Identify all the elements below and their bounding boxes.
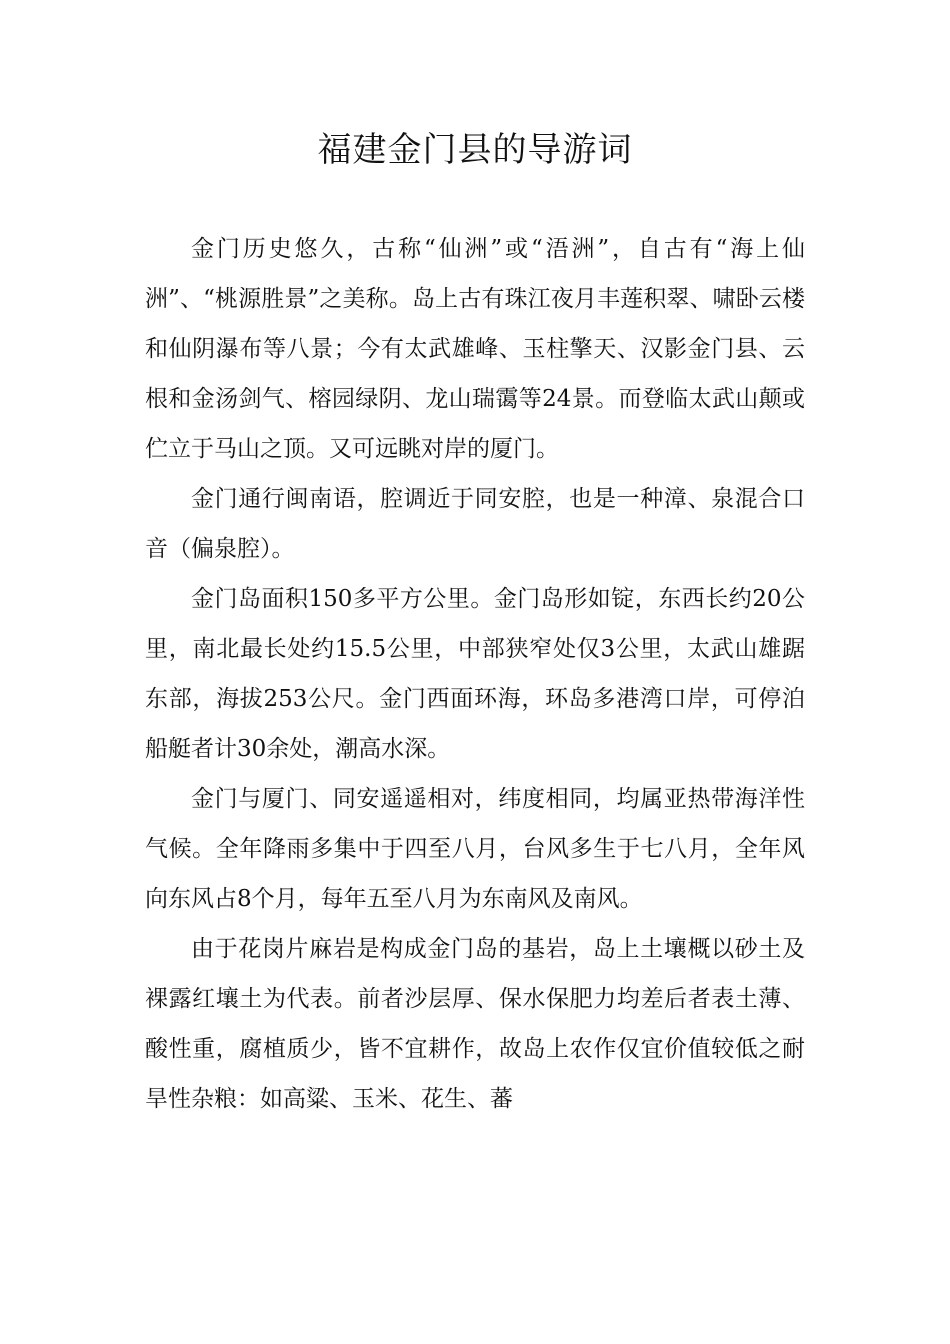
paragraph: 金门历史悠久，古称“仙洲”或“浯洲”，自古有“海上仙洲”、“桃源胜景”之美称。岛上古有珠江夜月丰莲积翠、啸卧云楼和仙阴瀑布等八景；今有太武雄峰、玉柱擎天、汉影金门县、云根和金汤剑气、榕园绿阴、龙山瑞霭等24景。而登临太武山颠或伫立于马山之顶。又可远眺对岸的厦门。 [145, 236, 805, 462]
document-body [145, 224, 805, 1124]
document-title: 福建金门县的导游词 [317, 130, 633, 170]
paragraph: 由于花岗片麻岩是构成金门岛的基岩，岛上土壤概以砂土及裸露红壤土为代表。前者沙层厚、保水保肥力均差后者表土薄、酸性重，腐植质少，皆不宜耕作，故岛上农作仅宜价值较低之耐旱性杂粮：如高粱、玉米、花生、蕃 [145, 936, 805, 1112]
paragraph: 金门与厦门、同安遥遥相对，纬度相同，均属亚热带海洋性气候。全年降雨多集中于四至八月，台风多生于七八月，全年风向东风占8个月，每年五至八月为东南风及南风。 [145, 786, 805, 912]
paragraph: 金门通行闽南语，腔调近于同安腔，也是一种漳、泉混合口音（偏泉腔）。 [145, 486, 805, 562]
paragraph: 金门岛面积150多平方公里。金门岛形如锭，东西长约20公里，南北最长处约15.5公里，中部狭窄处仅3公里，太武山雄踞东部，海拔253公尺。金门西面环海，环岛多港湾口岸，可停泊船艇者计30余处，潮高水深。 [145, 586, 805, 762]
